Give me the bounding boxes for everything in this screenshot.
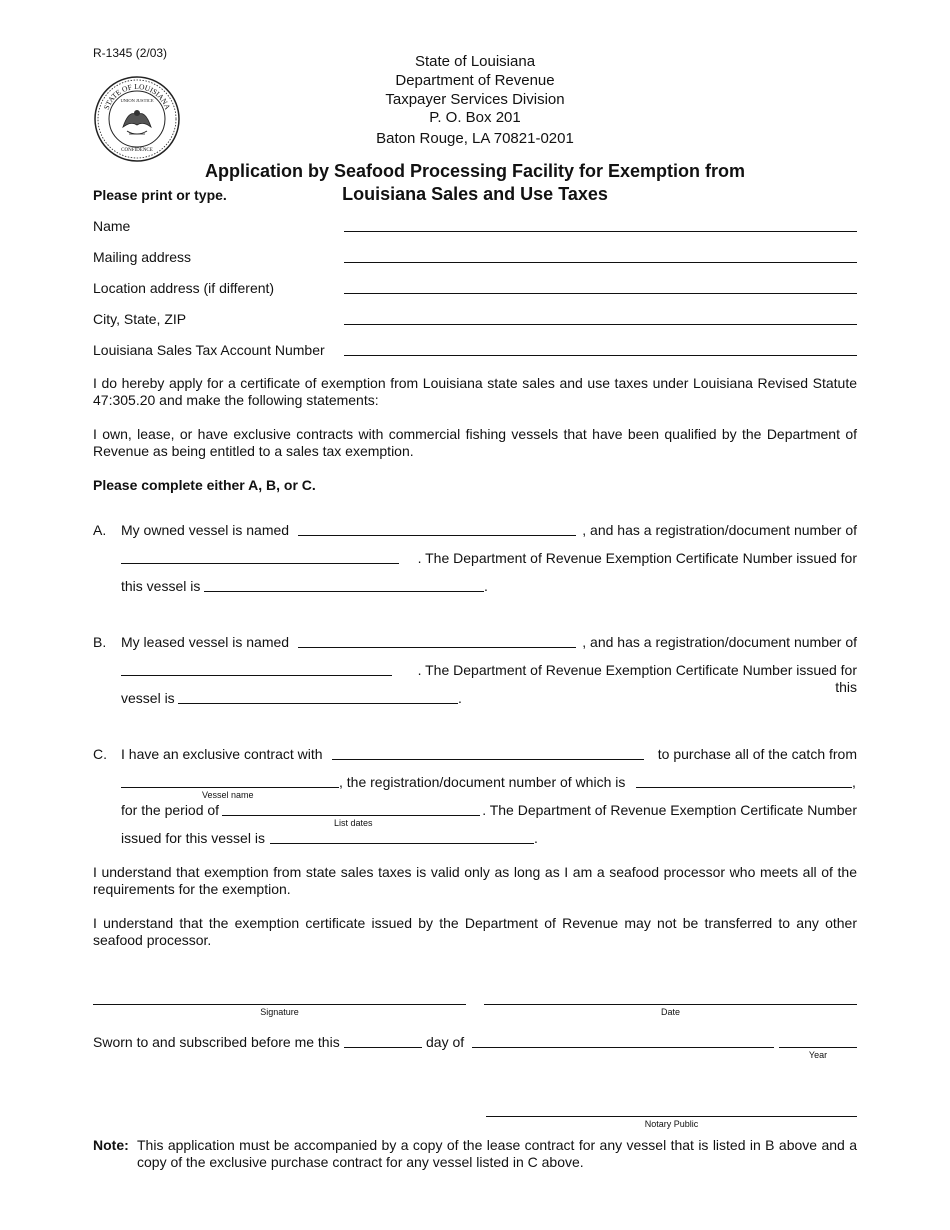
agency-line-1: State of Louisiana bbox=[414, 53, 536, 70]
contract-vessel-registration-field[interactable] bbox=[636, 787, 852, 788]
print-instruction: Please print or type. bbox=[93, 187, 227, 203]
mailing-address-label: Mailing address bbox=[93, 249, 192, 265]
notary-caption: Notary Public bbox=[644, 1119, 699, 1129]
ownership-statement: I own, lease, or have exclusive contracts with commercial fishing vessels that have been qualified by the Department of Revenue as being entitled to a sales tax exemption. bbox=[93, 426, 857, 459]
list-dates-caption: List dates bbox=[334, 818, 373, 828]
notary-signature-field[interactable] bbox=[486, 1116, 857, 1117]
location-address-label: Location address (if different) bbox=[93, 280, 275, 296]
signature-caption: Signature bbox=[260, 1007, 299, 1017]
section-b-text-5: . bbox=[458, 690, 462, 706]
sworn-text-2: day of bbox=[426, 1034, 465, 1050]
seal-outer-text: STATE OF LOUISIANA bbox=[101, 81, 173, 111]
owned-vessel-name-field[interactable] bbox=[298, 535, 576, 536]
date-field[interactable] bbox=[484, 1004, 857, 1005]
section-c-text-1: I have an exclusive contract with bbox=[121, 746, 323, 762]
section-a-letter: A. bbox=[93, 522, 107, 538]
note-label: Note: bbox=[93, 1137, 129, 1153]
transfer-statement: I understand that the exemption certificate issued by the Department of Revenue may not be transferred to any other seafood processor. bbox=[93, 915, 857, 948]
sworn-year-field[interactable] bbox=[779, 1047, 857, 1048]
validity-statement: I understand that exemption from state sales taxes is valid only as long as I am a seafood processor who meets all of the requirements for the exemption. bbox=[93, 864, 857, 897]
form-title-line-2: Louisiana Sales and Use Taxes bbox=[342, 184, 608, 204]
form-number: R-1345 (2/03) bbox=[93, 46, 168, 60]
mailing-address-field[interactable] bbox=[344, 262, 857, 263]
sales-tax-account-label: Louisiana Sales Tax Account Number bbox=[93, 342, 325, 358]
seal-bottom-text: CONFIDENCE bbox=[121, 148, 153, 153]
agency-line-5: Baton Rouge, LA 70821-0201 bbox=[376, 130, 574, 147]
sworn-month-field[interactable] bbox=[472, 1047, 774, 1048]
section-b-text-2: , and has a registration/document number of bbox=[582, 634, 857, 650]
city-state-zip-label: City, State, ZIP bbox=[93, 311, 187, 327]
section-c-letter: C. bbox=[93, 746, 107, 762]
section-c-text-5: for the period of bbox=[121, 802, 220, 818]
contract-period-field[interactable] bbox=[222, 815, 480, 816]
signature-field[interactable] bbox=[93, 1004, 466, 1005]
section-c-text-3: , the registration/document number of which is bbox=[339, 774, 626, 790]
name-field[interactable] bbox=[344, 231, 857, 232]
sworn-day-field[interactable] bbox=[344, 1047, 422, 1048]
owned-vessel-registration-field[interactable] bbox=[121, 563, 399, 564]
city-state-zip-field[interactable] bbox=[344, 324, 857, 325]
date-caption: Date bbox=[660, 1007, 680, 1017]
section-a-text-3: . The Department of Revenue Exemption Certificate Number issued for bbox=[417, 550, 857, 566]
contract-party-field[interactable] bbox=[332, 759, 644, 760]
vessel-name-caption: Vessel name bbox=[202, 790, 254, 800]
section-b-text-4: vessel is bbox=[121, 690, 175, 706]
section-c-text-6: . The Department of Revenue Exemption Certificate Number bbox=[482, 802, 857, 818]
agency-line-3: Taxpayer Services Division bbox=[385, 91, 565, 108]
section-a-text-1: My owned vessel is named bbox=[121, 522, 290, 538]
section-b-letter: B. bbox=[93, 634, 107, 650]
leased-vessel-certificate-field[interactable] bbox=[178, 703, 458, 704]
sales-tax-account-field[interactable] bbox=[344, 355, 857, 356]
form-title-line-1: Application by Seafood Processing Facility for Exemption from bbox=[204, 161, 746, 181]
name-label: Name bbox=[93, 218, 131, 234]
agency-line-2: Department of Revenue bbox=[395, 72, 555, 89]
leased-vessel-registration-field[interactable] bbox=[121, 675, 392, 676]
complete-instruction: Please complete either A, B, or C. bbox=[93, 477, 316, 493]
section-b-text-1: My leased vessel is named bbox=[121, 634, 290, 650]
contract-vessel-name-field[interactable] bbox=[121, 787, 339, 788]
section-c-text-4: , bbox=[852, 774, 856, 790]
section-c-text-7: issued for this vessel is bbox=[121, 830, 265, 846]
note-text: This application must be accompanied by a copy of the lease contract for any vessel that is listed in B above and a copy of the exclusive purchase contract for any vessel listed in C above. bbox=[137, 1137, 857, 1170]
application-statement: I do hereby apply for a certificate of exemption from Louisiana state sales and use taxes under Louisiana Revised Statute 47:305.20 and make the following statements: bbox=[93, 375, 857, 408]
section-c-text-2: to purchase all of the catch from bbox=[657, 746, 857, 762]
agency-line-4: P. O. Box 201 bbox=[429, 109, 521, 126]
section-b-text-3: . The Department of Revenue Exemption Certificate Number issued for this bbox=[417, 662, 857, 695]
sworn-text-1: Sworn to and subscribed before me this bbox=[93, 1034, 340, 1050]
year-caption: Year bbox=[808, 1050, 828, 1060]
owned-vessel-certificate-field[interactable] bbox=[204, 591, 484, 592]
state-seal-icon bbox=[93, 75, 181, 163]
section-c-text-8: . bbox=[534, 830, 538, 846]
seal-inner-text: UNION JUSTICE bbox=[120, 98, 154, 103]
leased-vessel-name-field[interactable] bbox=[298, 647, 576, 648]
section-a-text-2: , and has a registration/document number of bbox=[582, 522, 857, 538]
contract-vessel-certificate-field[interactable] bbox=[270, 843, 534, 844]
section-a-text-5: . bbox=[484, 578, 488, 594]
location-address-field[interactable] bbox=[344, 293, 857, 294]
section-a-text-4: this vessel is bbox=[121, 578, 201, 594]
